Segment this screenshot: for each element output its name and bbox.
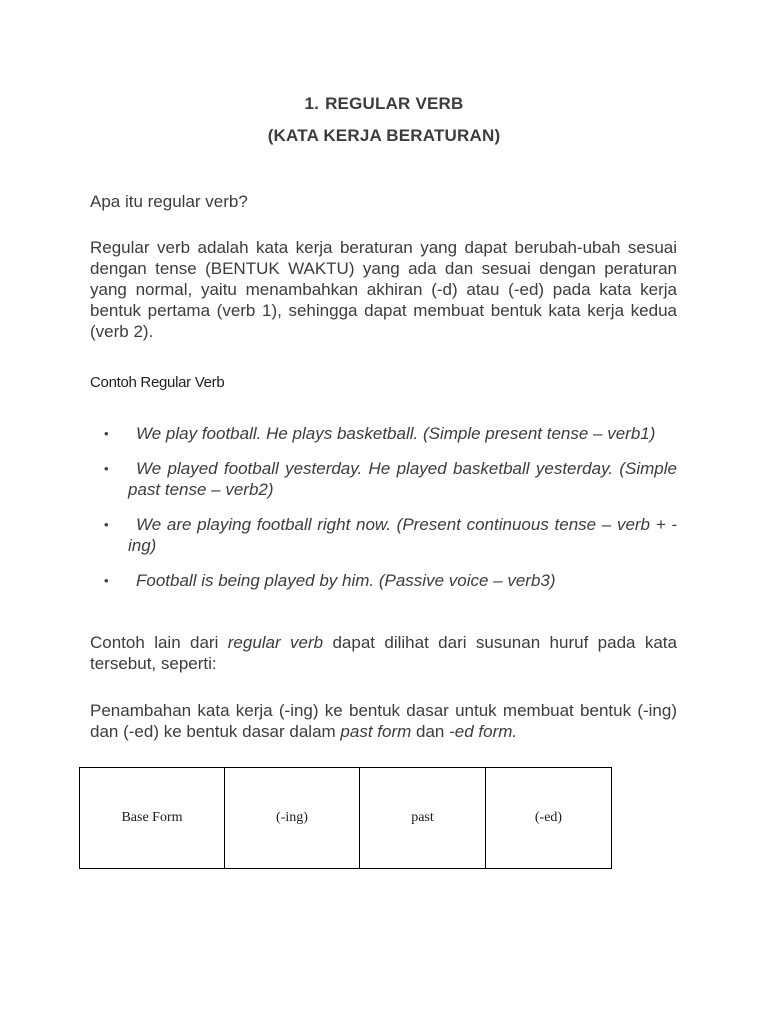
examples-list xyxy=(90,423,677,605)
question-text: Apa itu regular verb? xyxy=(90,192,248,211)
example-text: We play football. He plays basketball. (Simple present tense – verb1) xyxy=(136,424,656,443)
example-text: We are playing football right now. (Present continuous tense – verb + -ing) xyxy=(128,515,677,555)
ing-ed-paragraph xyxy=(90,700,677,742)
para2-text-a: Contoh lain dari xyxy=(90,633,228,652)
table-header-cell: (-ing) xyxy=(225,768,360,869)
table-header-cell: Base Form xyxy=(80,768,225,869)
list-item xyxy=(90,423,677,444)
section-subtitle: (KATA KERJA BERATURAN) xyxy=(267,126,501,145)
bullet-icon: • xyxy=(104,517,109,532)
para2-text-b: regular verb xyxy=(227,633,324,652)
list-item xyxy=(90,514,677,556)
table-header-cell: (-ed) xyxy=(486,768,612,869)
other-examples-paragraph xyxy=(90,632,677,674)
table-row xyxy=(80,768,612,869)
bullet-icon: • xyxy=(104,573,109,588)
para2-text-c: dapat dilihat dari susunan huruf pada kata tersebut, seperti: xyxy=(90,633,677,673)
bullet-icon: • xyxy=(104,461,109,476)
definition-paragraph: Regular verb adalah kata kerja beraturan yang dapat berubah-ubah sesuai dengan tense (BENTUK WAKTU) yang ada dan sesuai dengan peraturan yang normal, yaitu menambahkan akhiran (-d) atau (-ed) pada kata kerja bentuk pertama (verb 1), sehingga dapat membuat bentuk kata kerja kedua (verb 2). xyxy=(90,238,677,341)
section-title xyxy=(0,94,768,114)
verb-forms-table xyxy=(79,767,612,869)
example-text: We played football yesterday. He played basketball yesterday. (Simple past tense – verb2) xyxy=(128,459,677,499)
table-header-cell: past xyxy=(360,768,486,869)
example-text: Football is being played by him. (Passive voice – verb3) xyxy=(136,571,556,590)
list-item xyxy=(90,570,677,591)
para3-text-b: past form xyxy=(340,722,412,741)
section-number: 1. xyxy=(304,94,320,113)
para3-text-a: Penambahan kata kerja (-ing) ke bentuk dasar untuk membuat bentuk (-ing) dan (-ed) ke bentuk dasar dalam xyxy=(90,701,677,741)
para3-text-d: -ed form. xyxy=(449,722,518,741)
examples-heading: Contoh Regular Verb xyxy=(90,374,225,391)
list-item xyxy=(90,458,677,500)
para3-text-c: dan xyxy=(411,722,450,741)
section-title-text: REGULAR VERB xyxy=(325,94,464,113)
bullet-icon: • xyxy=(104,426,109,441)
